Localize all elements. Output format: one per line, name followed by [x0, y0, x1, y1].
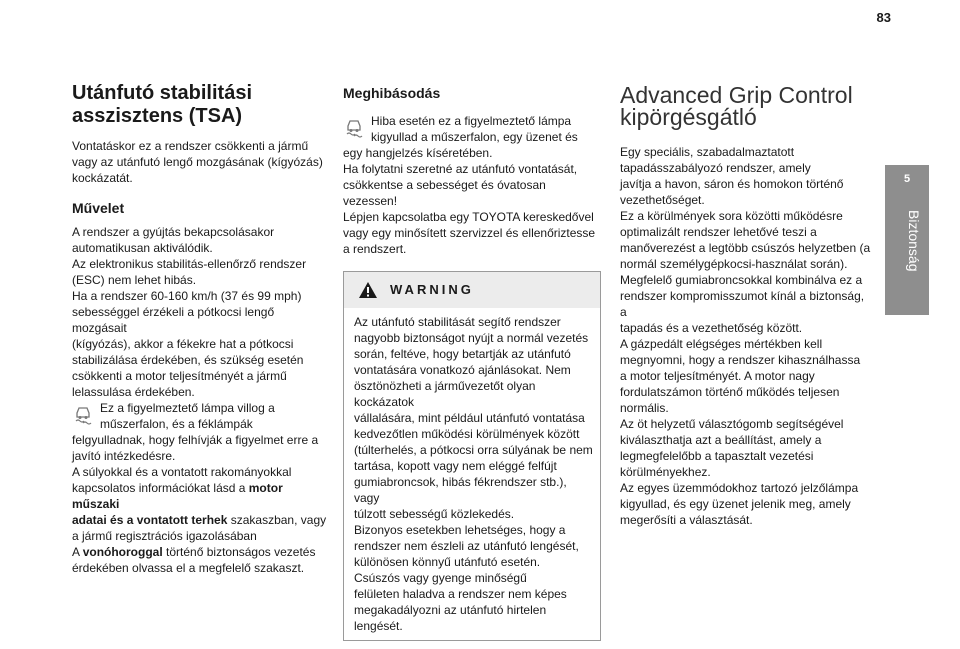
- subsection-title-operation: Művelet: [72, 200, 125, 216]
- warning-box: [343, 271, 601, 641]
- section-title-agc: Advanced Grip Control kipörgésgátló: [620, 82, 853, 130]
- warning-title: WARNING: [390, 282, 474, 297]
- column-malfunction: [343, 82, 601, 641]
- page-number: 83: [876, 10, 891, 25]
- skid-warning-icon: [72, 403, 94, 425]
- warning-triangle-icon: [358, 281, 378, 299]
- chapter-number: 5: [903, 173, 911, 185]
- section-title-malfunction: Meghibásodás: [343, 85, 441, 101]
- operation-text: A rendszer a gyújtás bekapcsolásakor automatikusan aktiválódik. Az elektronikus stabilitás-ellenőrző rendszer (ESC) nem lehet hibás. Ha a rendszer 60-160 km/h (37 és 99 mph) sebességgel érzékeli a pótkocsi lengő mozgásait (kígyózás), akkor a fékekre hat a pótkocsi stabilizálása érdekében, és szükség esetén csökkenti a motor teljesítményét a jármű lelassulása érdekében.: [72, 225, 307, 399]
- intro-text: Vontatáskor ez a rendszer csökkenti a jármű vagy az utánfutó lengő mozgásának (kígyózás) kockázatát.: [72, 139, 323, 185]
- malfunction-text: egy hangjelzés kíséretében. Ha folytatni szeretné az utánfutó vontatását, csökkentse a sebességet és óvatosan vezessen! Lépjen kapcsolatba egy TOYOTA kereskedővel vagy egy minősített szervizzel és ellenőriztesse a rendszert.: [343, 146, 596, 256]
- section-title-tsa: Utánfutó stabilitási asszisztens (TSA): [72, 82, 253, 127]
- column-tsa: [72, 82, 328, 576]
- agc-text: Egy speciális, szabadalmaztatott tapadásszabályozó rendszer, amely javítja a havon, sáron és homokon történő vezethetőséget. Ez a körülmények sora közötti működésre optimalizált rendszer lehetővé teszi a manőverezést a legtöbb csúszós helyzetben (a normál személygépkocsi-használat során). Megfelelő gumiabroncsokkal kombinálva ez a rendszer kompromisszumot kínál a biztonság, a tapadás és a vezethetőség között. A gázpedált elégséges mértékben kell megnyomni, hogy a rendszer kihasználhassa a motor teljesítményét. A motor nagy fordulatszámon történő működés teljesen normális. Az öt helyzetű választógomb segítségével kiválaszthatja azt a beállítást, amely a legmegfelelőbb a tapasztalt vezetési körülményekhez. Az egyes üzemmódokhoz tartozó jelzőlámpa kigyullad, és egy üzenet jelenik meg, amely megerősíti a választását.: [620, 145, 871, 527]
- warning-lamp-note: Ez a figyelmeztető lámpa villog a műszerfalon, és a féklámpák: [72, 400, 328, 432]
- additional-text: felgyulladnak, hogy felhívják a figyelmet erre a javító intézkedésre. A súlyokkal és a vontatott rakományokkal kapcsolatos információkat lásd a motor műszaki adatai és a vontatott terhek szakaszban, vagy a jármű regisztrációs igazolásában A vonóhoroggal történő biztonságos vezetés érdekében olvassa el a megfelelő szakaszt.: [72, 433, 327, 575]
- chapter-title: Biztonság: [906, 210, 922, 272]
- warning-text: Az utánfutó stabilitását segítő rendszer nagyobb biztonságot nyújt a normál vezetés során, feltéve, hogy betartják az utánfutó vontatására vonatkozó ajánlásokat. Nem ösztönözheti a járművezetőt olyan kockázatok vállalására, mint például utánfutó vontatása kedvezőtlen működési körülmények között (túlterhelés, a pótkocsi orra súlyának be nem tartása, kopott vagy nem eléggé felfújt gumiabroncsok, hibás fékrendszer stb.), vagy túlzott sebességű közlekedés. Bizonyos esetekben lehetséges, hogy a rendszer nem észleli az utánfutó lengését, különösen könnyű utánfutó esetén. Csúszós vagy gyenge minőségű felületen haladva a rendszer nem képes megakadályozni az utánfutó hirtelen lengését.: [354, 315, 593, 633]
- malfunction-lamp-note: Hiba esetén ez a figyelmeztető lámpa kigyullad a műszerfalon, egy üzenet és: [343, 113, 601, 145]
- column-advanced-grip-control: [620, 82, 872, 528]
- warning-header: [344, 272, 600, 308]
- skid-warning-icon: [343, 116, 365, 138]
